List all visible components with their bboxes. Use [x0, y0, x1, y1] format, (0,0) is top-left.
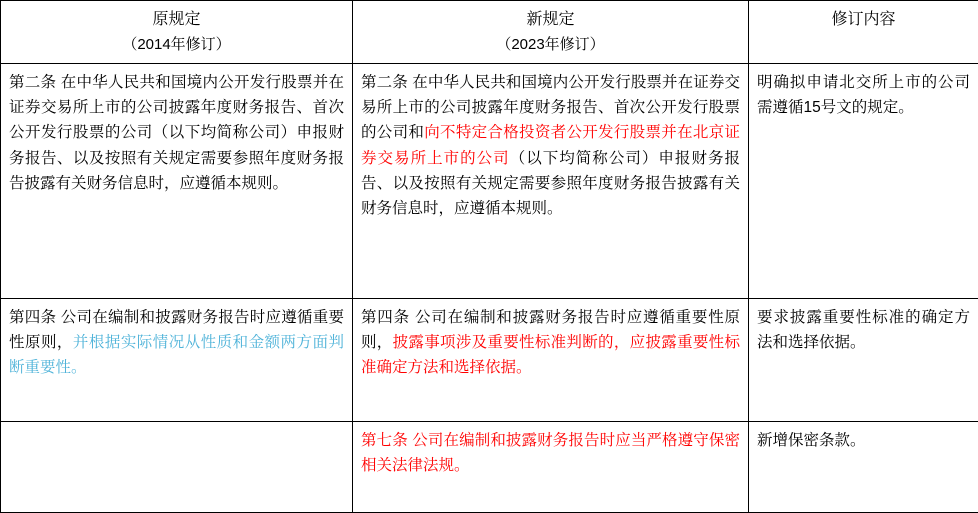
- cell-note-article-2: [749, 64, 978, 299]
- paragraph: [757, 428, 970, 453]
- header-new-regulation: [353, 1, 749, 64]
- text-segment: 应披露重要性标准确定方法和选择依据。: [361, 334, 740, 376]
- text-segment: （以下均简称公司）申报财务报告、以及按照有关规定需要参照年度财务报告披露有关财务信息时，应遵循本规则。: [361, 150, 740, 217]
- header-old-regulation: [1, 1, 353, 64]
- cell-old-article-4: [1, 299, 353, 422]
- text-segment: 要求披露重要性标准的确定方法和选择依据。: [757, 309, 970, 351]
- text-segment: 新增保密条款。: [757, 432, 866, 449]
- cell-new-article-2: [353, 64, 749, 299]
- paragraph: [757, 305, 970, 355]
- text-segment: 第四条 公司在编制和披露财务报告时应遵循重要性原则，: [361, 309, 740, 351]
- table-row: [1, 422, 978, 513]
- cell-note-article-4: [749, 299, 978, 422]
- text-segment: 明确拟申请北交所上市的公司需遵循15号文的规定。: [757, 74, 970, 116]
- table-header: [1, 1, 978, 64]
- cell-old-article-2: [1, 64, 353, 299]
- header-new-subtitle: （2023年修订）: [361, 33, 740, 57]
- cell-note-article-7: [749, 422, 978, 513]
- text-segment: 披露事项涉及重要性标准判断的，: [393, 334, 630, 351]
- text-segment: 第二条 在中华人民共和国境内公开发行股票并在证券交易所上市的公司披露年度财务报告、首次公开发行股票的公司（以下均简称公司）申报财务报告、以及按照有关规定需要参照年度财务报告披露有关财务信息时，应遵循本规则。: [9, 74, 344, 191]
- cell-new-article-4: [353, 299, 749, 422]
- header-old-subtitle: （2014年修订）: [9, 33, 344, 57]
- table-body: [1, 64, 978, 513]
- header-row: [1, 1, 978, 64]
- paragraph: [361, 70, 740, 221]
- text-segment: 第七条 公司在编制和披露财务报告时应当严格遵守保密相关法律法规。: [361, 432, 740, 474]
- table-row: [1, 64, 978, 299]
- cell-old-article-7: [1, 422, 353, 513]
- header-revision-content: [749, 1, 978, 64]
- paragraph: [757, 70, 970, 120]
- text-segment: 第四条 公司在编制和披露财务报告时应遵循重要性原则，: [9, 309, 344, 351]
- header-old-title: 原规定: [9, 7, 344, 33]
- paragraph: [361, 305, 740, 380]
- paragraph: [9, 70, 344, 196]
- header-new-title: 新规定: [361, 7, 740, 33]
- header-revision-title: 修订内容: [757, 7, 970, 33]
- text-segment: 向不特定合格投资者公开发行股票并在北京证券交易所上市的公司: [361, 124, 740, 166]
- paragraph: [361, 428, 740, 478]
- cell-new-article-7: [353, 422, 749, 513]
- table-row: [1, 299, 978, 422]
- text-segment: 并根据实际情况从性质和金额两方面判断重要性。: [9, 334, 344, 376]
- paragraph: [9, 305, 344, 380]
- text-segment: 第二条 在中华人民共和国境内公开发行股票并在证券交易所上市的公司披露年度财务报告、首次公开发行股票的公司和: [361, 74, 740, 141]
